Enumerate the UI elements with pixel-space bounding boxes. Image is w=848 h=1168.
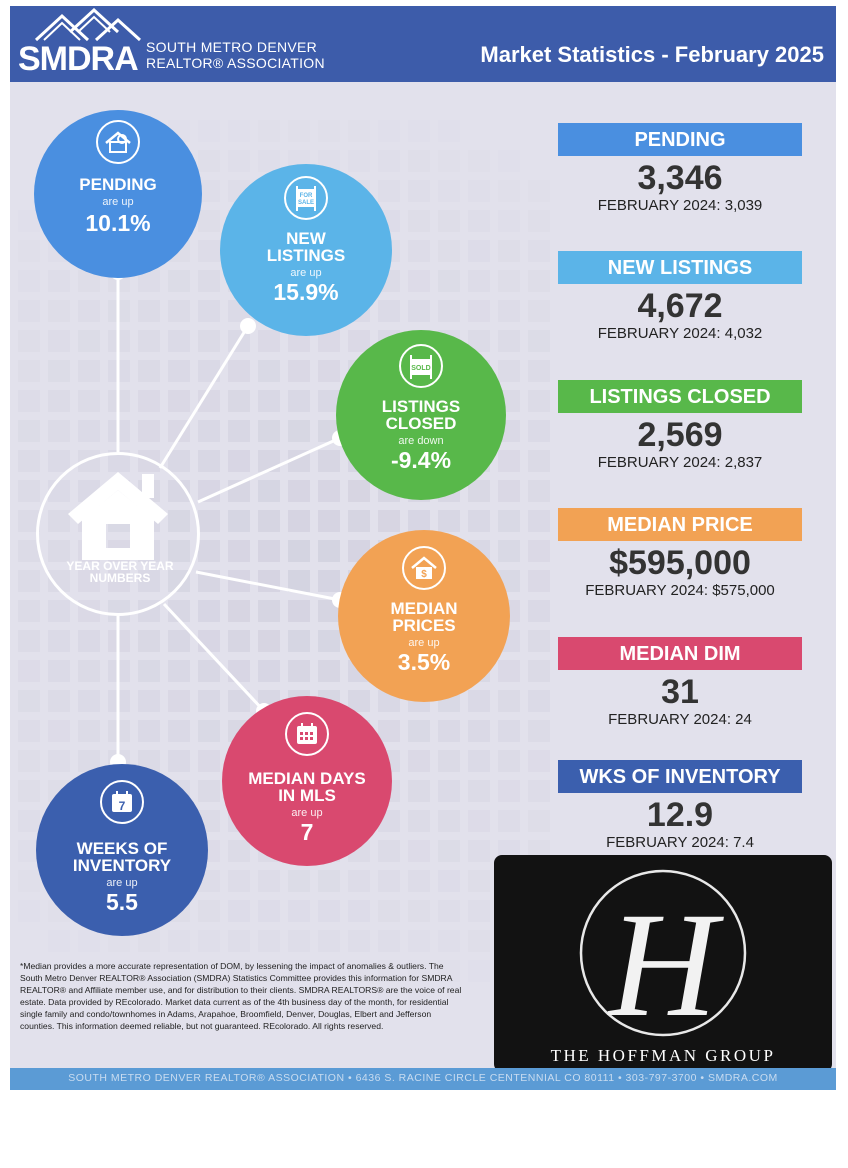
node-label-2: IN MLS — [278, 786, 336, 805]
house-dollar-icon — [402, 546, 446, 590]
hoffman-letter: H — [608, 882, 718, 1043]
stat-new-listings — [558, 251, 802, 343]
icon-text: SALE — [297, 200, 315, 206]
node-value: 15.9% — [273, 279, 339, 305]
node-label-2: LISTINGS — [266, 246, 346, 265]
hoffman-group-name: THE HOFFMAN GROUP — [550, 1046, 776, 1065]
hoffman-group-logo — [494, 855, 832, 1072]
node-direction: are up — [106, 877, 138, 889]
stat-weeks-inventory — [558, 760, 802, 852]
median-days-circle — [222, 696, 392, 866]
node-direction: are up — [291, 807, 323, 819]
for-sale-sign-icon — [284, 176, 328, 220]
node-label: MEDIAN — [390, 599, 458, 618]
node-value: -9.4% — [390, 447, 452, 473]
node-label-2: INVENTORY — [72, 856, 172, 875]
association-line-2: REALTOR® ASSOCIATION — [146, 55, 325, 71]
stat-previous: FEBRUARY 2024: 24 — [608, 711, 752, 728]
stat-value: 3,346 — [637, 159, 723, 197]
node-direction: are up — [290, 267, 322, 279]
association-line-1: SOUTH METRO DENVER — [146, 39, 318, 55]
footer-address: SOUTH METRO DENVER REALTOR® ASSOCIATION • 6436 S. RACINE CIRCLE CENTENNIAL CO 80111 • 303-797-3700 • SMDRA.COM — [68, 1072, 778, 1084]
median-prices-circle — [338, 530, 510, 702]
stat-previous: FEBRUARY 2024: 3,039 — [597, 197, 763, 214]
node-value: 5.5 — [106, 889, 138, 915]
footnote-disclaimer: *Median provides a more accurate representation of DOM, by lessening the impact of anomalies & outliers. The South Metro Denver REALTOR® Association (SMDRA) Statistics Committee provides this information for SMDRA REALTOR® and Affiliate member use, and for distribution to their clients. SMDRA REALTORS® are the voice of real estate. Data provided by REcolorado. Market data current as of the 4th business day of the month, for residential single family and condo/townhomes in Adams, Arapahoe, Broomfield, Denver, Douglas, Elbert and Jefferson counties. This information deemed reliable, but not guaranteed. REcolorado. All rights reserved. — [20, 961, 462, 1031]
stat-label: MEDIAN DIM — [558, 637, 802, 670]
stat-value: 2,569 — [637, 416, 723, 454]
weeks-inventory-circle — [36, 764, 208, 936]
node-label: MEDIAN DAYS — [248, 769, 366, 788]
node-label-2: PRICES — [392, 616, 456, 635]
stat-value: 31 — [661, 673, 699, 711]
stat-label: WKS OF INVENTORY — [558, 760, 802, 793]
stat-label: NEW LISTINGS — [558, 251, 802, 284]
listings-closed-circle — [336, 330, 506, 500]
stat-previous: FEBRUARY 2024: 4,032 — [597, 325, 763, 342]
calendar-icon — [285, 712, 329, 756]
stat-value: 4,672 — [637, 287, 723, 325]
node-direction: are up — [102, 196, 134, 208]
node-label: LISTINGS — [381, 397, 461, 416]
stat-previous: FEBRUARY 2024: 7.4 — [606, 834, 754, 851]
house-key-icon — [96, 120, 140, 164]
node-label-2: CLOSED — [385, 414, 457, 433]
stat-label: PENDING — [558, 123, 802, 156]
icon-text: FOR — [299, 193, 313, 199]
house-icon — [64, 468, 172, 564]
stat-median-price — [558, 508, 802, 600]
node-value: 10.1% — [85, 210, 151, 236]
stat-value: $595,000 — [609, 544, 751, 582]
icon-text: 7 — [118, 799, 126, 813]
stat-previous: FEBRUARY 2024: $575,000 — [585, 582, 775, 599]
new-listings-circle — [220, 164, 392, 336]
node-value: 3.5% — [397, 649, 451, 675]
stat-label: LISTINGS CLOSED — [558, 380, 802, 413]
pending-circle — [34, 110, 202, 278]
hub-label: YEAR OVER YEAR NUMBERS — [66, 559, 174, 585]
node-label: NEW — [286, 229, 326, 248]
smdra-logo: SMDRA — [18, 40, 138, 78]
node-value: 7 — [300, 819, 314, 845]
node-direction: are up — [408, 637, 440, 649]
stat-previous: FEBRUARY 2024: 2,837 — [597, 454, 763, 471]
sold-sign-icon — [399, 344, 443, 388]
node-label: WEEKS OF — [76, 839, 168, 858]
stat-label: MEDIAN PRICE — [558, 508, 802, 541]
calendar-7-icon — [100, 780, 144, 824]
stat-value: 12.9 — [646, 796, 714, 834]
infographic-sheet — [10, 6, 836, 1090]
stat-pending — [558, 123, 802, 215]
stat-median-dim — [558, 637, 802, 729]
footer-bar — [10, 1068, 836, 1090]
icon-text: SOLD — [411, 365, 431, 372]
hoffman-h-emblem — [558, 863, 768, 1043]
node-label: PENDING — [79, 175, 157, 194]
svg-text:$: $ — [421, 569, 427, 580]
stat-listings-closed — [558, 380, 802, 472]
page-title: Market Statistics - February 2025 — [480, 42, 824, 67]
node-direction: are down — [398, 435, 444, 447]
